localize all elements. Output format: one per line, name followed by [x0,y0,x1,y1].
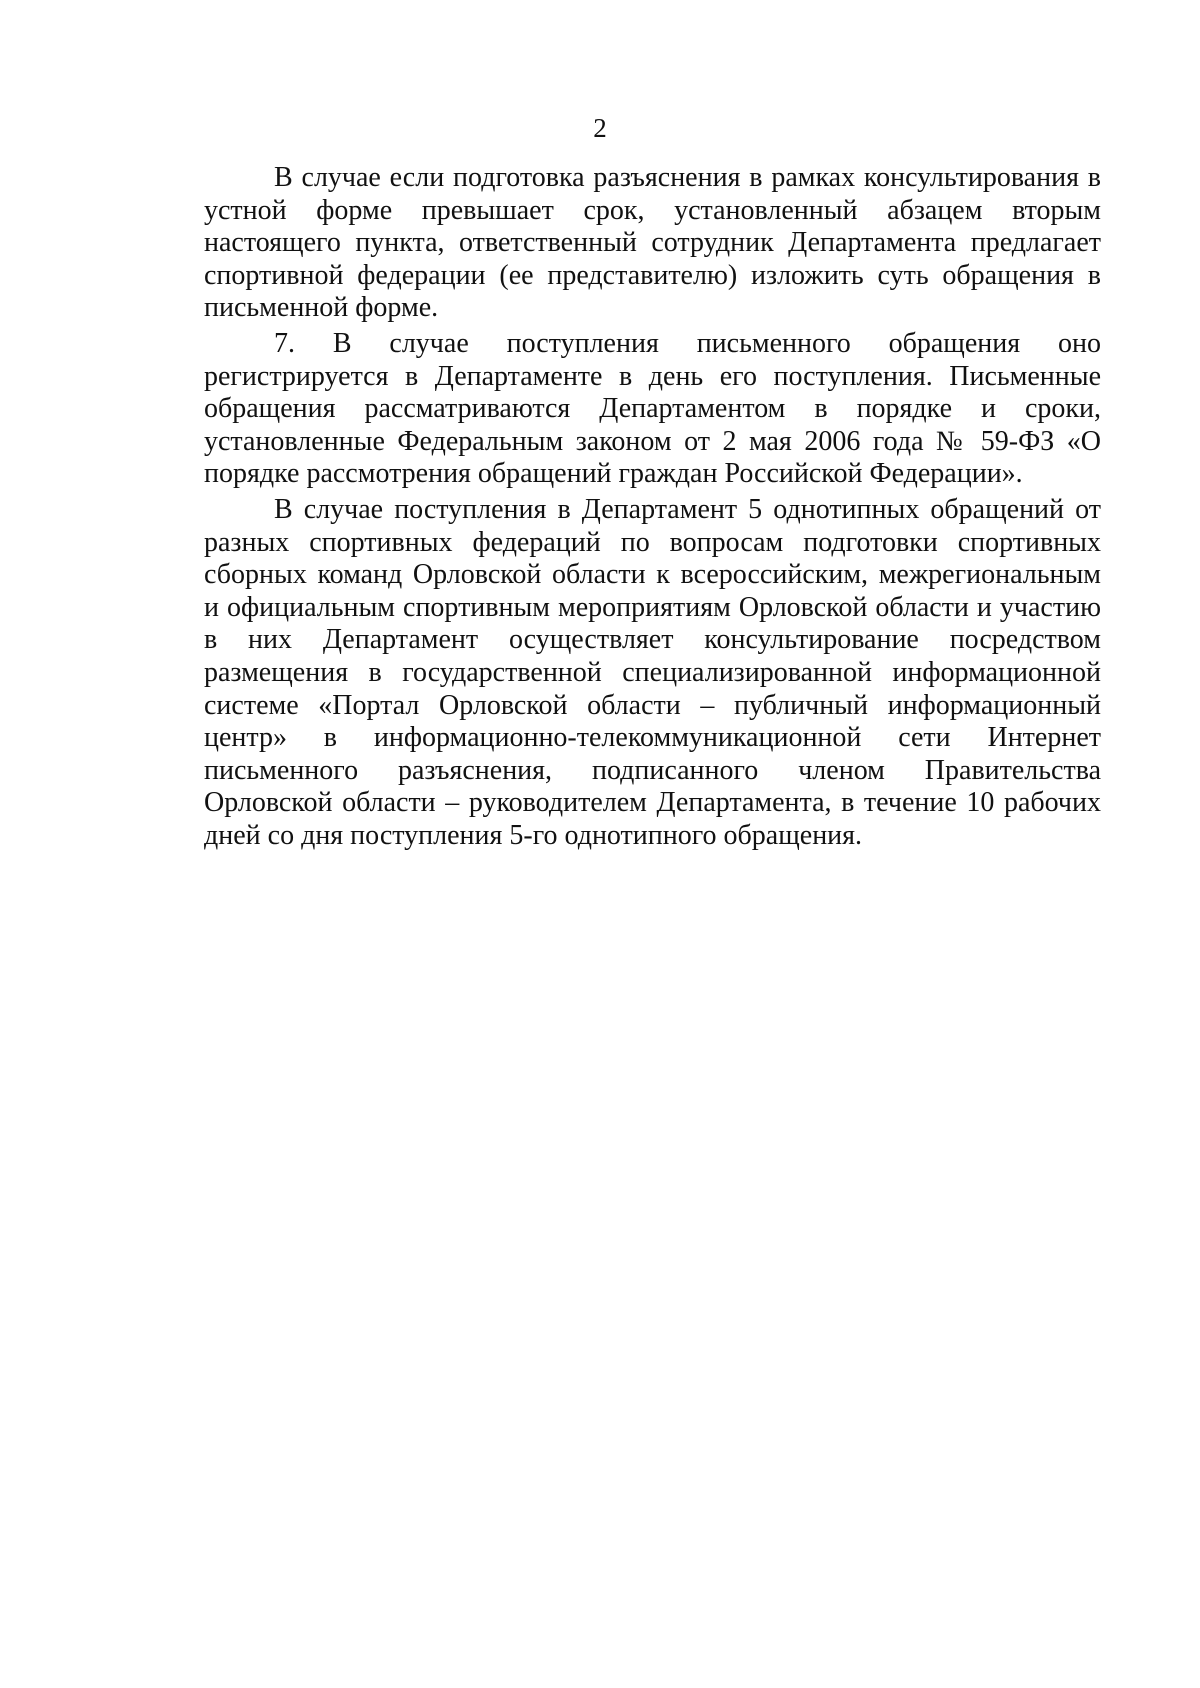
document-body [204,162,1101,855]
paragraph-consultation-deadline: В случае если подготовка разъяснения в рамках консультирования в устной форме превышает срок, установленный абзацем вторым настоящего пункта, ответственный сотрудник Департамента предлагает спортивной федерации (ее представителю) изложить суть обращения в письменной форме. [204,162,1101,324]
page-number: 2 [593,113,607,143]
paragraph-similar-appeals-consultation: В случае поступления в Департамент 5 однотипных обращений от разных спортивных федераций по вопросам подготовки спортивных сборных команд Орловской области к всероссийским, межрегиональным и официальным спортивным мероприятиям Орловской области и участию в них Департамент осуществляет консультирование посредством размещения в государственной специализированной информационной системе «Портал Орловской области – публичный информационный центр» в информационно-телекоммуникационной сети Интернет письменного разъяснения, подписанного членом Правительства Орловской области – руководителем Департамента, в течение 10 рабочих дней со дня поступления 5-го однотипного обращения. [204,493,1101,851]
paragraph-written-appeal-registration: 7. В случае поступления письменного обращения оно регистрируется в Департаменте в день его поступления. Письменные обращения рассматриваются Департаментом в порядке и сроки, установленные Федеральным законом от 2 мая 2006 года № 59-ФЗ «О порядке рассмотрения обращений граждан Российской Федерации». [204,327,1101,490]
